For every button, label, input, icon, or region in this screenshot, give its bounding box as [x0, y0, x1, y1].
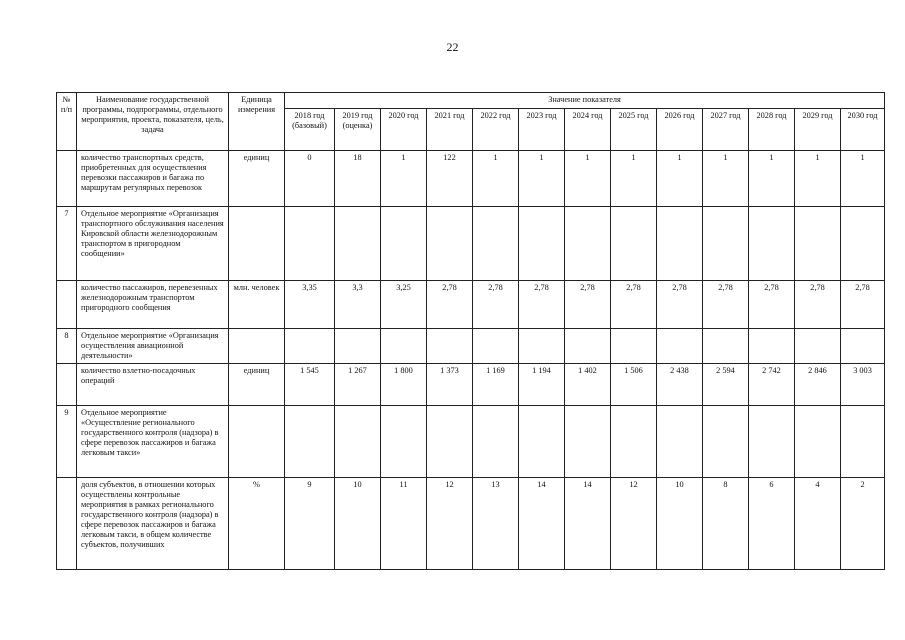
- value-cell: 2 846: [795, 364, 841, 406]
- value-cell: 2,78: [473, 281, 519, 329]
- value-cell: [841, 207, 885, 281]
- value-cell: 2,78: [611, 281, 657, 329]
- value-cell: 1 373: [427, 364, 473, 406]
- table-row: [57, 478, 885, 570]
- value-cell: 3,35: [285, 281, 335, 329]
- header-year: 2018 год (базовый): [285, 109, 335, 151]
- header-year: 2027 год: [703, 109, 749, 151]
- header-year: 2026 год: [657, 109, 703, 151]
- table-row: [57, 406, 885, 478]
- value-cell: 1: [611, 151, 657, 207]
- row-name: Отдельное мероприятие «Организация транспортного обслуживания населения Кировской области железнодорожным транспортом в пригородном сообщении»: [77, 207, 229, 281]
- value-cell: [335, 406, 381, 478]
- value-cell: 1: [519, 151, 565, 207]
- value-cell: [657, 406, 703, 478]
- row-unit: единиц: [229, 364, 285, 406]
- value-cell: 2,78: [703, 281, 749, 329]
- header-num: № п/п: [57, 93, 77, 151]
- value-cell: [565, 406, 611, 478]
- value-cell: [381, 329, 427, 364]
- value-cell: 12: [611, 478, 657, 570]
- value-cell: 14: [519, 478, 565, 570]
- value-cell: [285, 207, 335, 281]
- value-cell: [657, 329, 703, 364]
- indicator-table: [56, 92, 885, 570]
- row-number: 9: [57, 406, 77, 478]
- value-cell: 2,78: [565, 281, 611, 329]
- value-cell: [795, 207, 841, 281]
- row-unit: единиц: [229, 151, 285, 207]
- row-unit: %: [229, 478, 285, 570]
- row-name: количество взлетно-посадочных операций: [77, 364, 229, 406]
- value-cell: 2,78: [749, 281, 795, 329]
- value-cell: [703, 329, 749, 364]
- row-unit: млн. человек: [229, 281, 285, 329]
- value-cell: 3 003: [841, 364, 885, 406]
- value-cell: [611, 329, 657, 364]
- value-cell: [749, 406, 795, 478]
- value-cell: 1 267: [335, 364, 381, 406]
- row-name: Отдельное мероприятие «Осуществление регионального государственного контроля (надзора) в сфере перевозок пассажиров и багажа легковым такси»: [77, 406, 229, 478]
- value-cell: 14: [565, 478, 611, 570]
- row-unit: [229, 329, 285, 364]
- value-cell: 1: [703, 151, 749, 207]
- value-cell: 18: [335, 151, 381, 207]
- value-cell: 1: [841, 151, 885, 207]
- value-cell: [473, 207, 519, 281]
- table-body: [57, 151, 885, 570]
- value-cell: 1: [795, 151, 841, 207]
- value-cell: 1: [381, 151, 427, 207]
- header-name: Наименование государственной программы, подпрограммы, отдельного мероприятия, проекта, показателя, цель, задача: [77, 93, 229, 151]
- header-unit: Единица измерения: [229, 93, 285, 151]
- row-name: количество пассажиров, перевезенных железнодорожным транспортом пригородного сообщения: [77, 281, 229, 329]
- header-year: 2023 год: [519, 109, 565, 151]
- value-cell: 1: [565, 151, 611, 207]
- value-cell: [749, 329, 795, 364]
- value-cell: [841, 406, 885, 478]
- value-cell: 3,25: [381, 281, 427, 329]
- value-cell: 122: [427, 151, 473, 207]
- header-year: 2024 год: [565, 109, 611, 151]
- value-cell: [519, 329, 565, 364]
- value-cell: [427, 329, 473, 364]
- value-cell: [473, 406, 519, 478]
- value-cell: 2,78: [519, 281, 565, 329]
- value-cell: [703, 207, 749, 281]
- row-unit: [229, 406, 285, 478]
- value-cell: [427, 406, 473, 478]
- header-values-group: Значение показателя: [285, 93, 885, 109]
- value-cell: 12: [427, 478, 473, 570]
- value-cell: 4: [795, 478, 841, 570]
- value-cell: 0: [285, 151, 335, 207]
- value-cell: [285, 329, 335, 364]
- value-cell: 8: [703, 478, 749, 570]
- table-row: [57, 151, 885, 207]
- value-cell: 2,78: [841, 281, 885, 329]
- value-cell: 3,3: [335, 281, 381, 329]
- value-cell: [427, 207, 473, 281]
- value-cell: [381, 406, 427, 478]
- value-cell: 10: [335, 478, 381, 570]
- header-year: 2021 год: [427, 109, 473, 151]
- value-cell: 1: [749, 151, 795, 207]
- header-year: 2028 год: [749, 109, 795, 151]
- table-row: [57, 329, 885, 364]
- header-year: 2029 год: [795, 109, 841, 151]
- value-cell: 2,78: [427, 281, 473, 329]
- value-cell: 13: [473, 478, 519, 570]
- value-cell: [841, 329, 885, 364]
- value-cell: [335, 329, 381, 364]
- value-cell: 1 545: [285, 364, 335, 406]
- row-name: количество транспортных средств, приобретенных для осуществления перевозки пассажиров и багажа по маршрутам регулярных перевозок: [77, 151, 229, 207]
- row-number: [57, 364, 77, 406]
- value-cell: 1: [473, 151, 519, 207]
- value-cell: 2,78: [657, 281, 703, 329]
- value-cell: [611, 207, 657, 281]
- value-cell: 2 438: [657, 364, 703, 406]
- header-year: 2020 год: [381, 109, 427, 151]
- table-row: [57, 281, 885, 329]
- value-cell: 11: [381, 478, 427, 570]
- value-cell: [795, 406, 841, 478]
- value-cell: [335, 207, 381, 281]
- value-cell: 2,78: [795, 281, 841, 329]
- row-name: доля субъектов, в отношении которых осуществлены контрольные мероприятия в рамках регионального государственного контроля (надзора) в сфере перевозок пассажиров и багажа легковым такси, в общем количестве субъектов, получивших: [77, 478, 229, 570]
- header-year: 2025 год: [611, 109, 657, 151]
- value-cell: [519, 207, 565, 281]
- value-cell: [795, 329, 841, 364]
- value-cell: [565, 329, 611, 364]
- value-cell: 10: [657, 478, 703, 570]
- row-number: [57, 151, 77, 207]
- table-row: [57, 364, 885, 406]
- value-cell: 1 169: [473, 364, 519, 406]
- row-number: [57, 281, 77, 329]
- table-row: [57, 207, 885, 281]
- value-cell: 6: [749, 478, 795, 570]
- value-cell: 2 594: [703, 364, 749, 406]
- row-unit: [229, 207, 285, 281]
- value-cell: 2 742: [749, 364, 795, 406]
- value-cell: [285, 406, 335, 478]
- value-cell: 1 194: [519, 364, 565, 406]
- value-cell: 2: [841, 478, 885, 570]
- value-cell: [565, 207, 611, 281]
- page-number: 22: [446, 40, 459, 54]
- row-number: 7: [57, 207, 77, 281]
- header-year: 2022 год: [473, 109, 519, 151]
- value-cell: [519, 406, 565, 478]
- row-number: 8: [57, 329, 77, 364]
- value-cell: [473, 329, 519, 364]
- value-cell: 1 800: [381, 364, 427, 406]
- value-cell: [749, 207, 795, 281]
- header-year: 2019 год (оценка): [335, 109, 381, 151]
- row-name: Отдельное мероприятие «Организация осуществления авиационной деятельности»: [77, 329, 229, 364]
- value-cell: 1 506: [611, 364, 657, 406]
- value-cell: [703, 406, 749, 478]
- row-number: [57, 478, 77, 570]
- value-cell: 9: [285, 478, 335, 570]
- value-cell: [611, 406, 657, 478]
- value-cell: 1: [657, 151, 703, 207]
- table-header: [57, 93, 885, 151]
- value-cell: [657, 207, 703, 281]
- value-cell: 1 402: [565, 364, 611, 406]
- header-year: 2030 год: [841, 109, 885, 151]
- value-cell: [381, 207, 427, 281]
